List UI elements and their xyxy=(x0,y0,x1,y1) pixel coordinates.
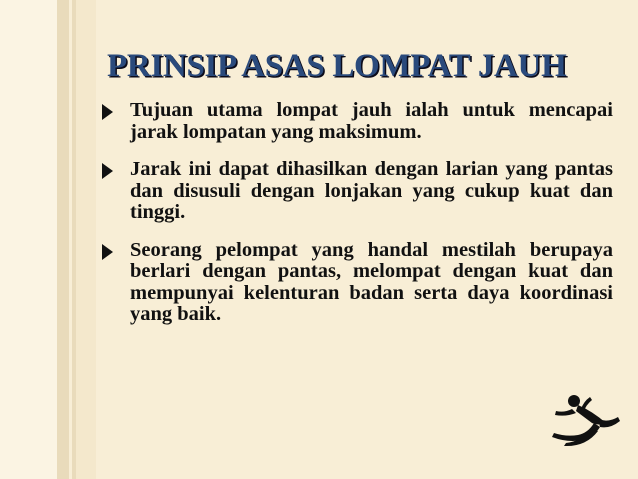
left-stripe-tan xyxy=(76,0,96,479)
bullet-text: Seorang pelompat yang handal mestilah berupaya berlari dengan pantas, melompat dengan kuat dan mempunyai kelenturan badan serta daya koordinasi yang baik. xyxy=(130,238,613,325)
long-jump-athlete-icon xyxy=(548,393,624,447)
bullet-text: Jarak ini dapat dihasilkan dengan larian yang pantas dan disusuli dengan lonjakan yang cukup kuat dan tinggi. xyxy=(130,158,613,223)
bullet-list xyxy=(100,100,613,342)
list-item xyxy=(100,159,613,224)
list-item xyxy=(100,100,613,143)
slide-title: PRINSIP ASAS LOMPAT JAUH xyxy=(107,48,567,84)
left-stripe-light xyxy=(0,0,57,479)
list-item xyxy=(100,240,613,326)
bullet-text: Tujuan utama lompat jauh ialah untuk mencapai jarak lompatan yang maksimum. xyxy=(130,99,613,143)
bullet-arrow-icon xyxy=(102,163,113,179)
bullet-arrow-icon xyxy=(102,104,113,120)
bullet-arrow-icon xyxy=(102,244,113,260)
left-stripe-dark xyxy=(57,0,69,479)
